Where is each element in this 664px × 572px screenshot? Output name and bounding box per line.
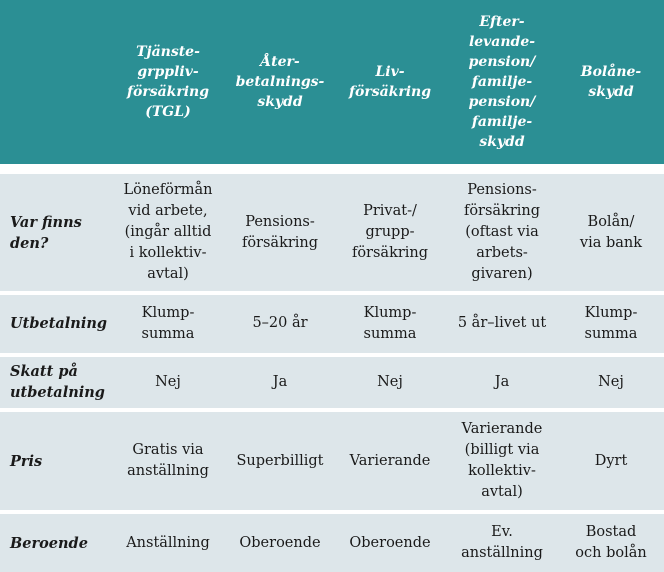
row-label-line: den? (10, 234, 49, 252)
cell-line: Anställning (126, 534, 210, 551)
cell-line: Varierande (461, 421, 543, 438)
table-cell (558, 353, 664, 408)
header-line: familje- (471, 114, 533, 130)
cell-line: Privat-/ (363, 203, 417, 220)
header-line: Efter- (479, 14, 525, 30)
row-skatt-pa-utbetalning (0, 353, 664, 408)
cell-line: Ja (494, 373, 510, 390)
table-cell (558, 408, 664, 511)
cell-line: Dyrt (594, 452, 628, 469)
cell-line: försäkring (241, 234, 319, 251)
cell-line: Superbilligt (236, 452, 324, 469)
cell-line: Bostad (585, 524, 637, 541)
row-label (0, 353, 110, 408)
row-label-line: Skatt på (10, 363, 78, 381)
header-line: familje- (471, 74, 533, 90)
cell-line: och bolån (575, 545, 647, 562)
header-line: pension/ (468, 94, 536, 110)
cell-line: Bolån/ (587, 213, 635, 230)
row-label-line: Beroende (10, 534, 88, 552)
row-label-line: Utbetalning (10, 315, 108, 333)
header-line: Bolåne- (580, 64, 642, 80)
header-tgl (110, 0, 226, 164)
table-cell (558, 291, 664, 353)
cell-line: Klump- (584, 304, 638, 321)
cell-line: 5 år–livet ut (457, 315, 547, 332)
row-label-line: Pris (10, 452, 43, 470)
row-pris (0, 408, 664, 511)
cell-line: Nej (598, 373, 624, 390)
cell-line: försäkring (351, 245, 429, 262)
header-line: skydd (588, 84, 634, 100)
header-livforsakring (334, 0, 446, 164)
cell-line: Oberoende (349, 534, 431, 551)
table-cell (446, 164, 558, 291)
header-row (0, 0, 664, 164)
table-cell (226, 291, 334, 353)
table-cell (110, 510, 226, 572)
row-label (0, 164, 110, 291)
row-label (0, 291, 110, 353)
row-label (0, 510, 110, 572)
header-bolaneskydd (558, 0, 664, 164)
table-cell (110, 353, 226, 408)
row-label (0, 408, 110, 511)
cell-line: försäkring (463, 203, 541, 220)
table-cell (334, 353, 446, 408)
cell-line: i kollektiv- (129, 245, 207, 262)
cell-line: grupp- (365, 224, 415, 241)
table-cell (110, 291, 226, 353)
cell-line: Pensions- (467, 182, 537, 199)
table-cell (334, 291, 446, 353)
table-cell (446, 408, 558, 511)
row-utbetalning (0, 291, 664, 353)
header-aterbetalningsskydd (226, 0, 334, 164)
cell-line: Klump- (141, 304, 195, 321)
table-cell (558, 164, 664, 291)
cell-line: anställning (461, 545, 543, 562)
row-label-line: utbetalning (10, 384, 105, 402)
cell-line: summa (363, 325, 417, 342)
header-line: försäkring (348, 84, 432, 100)
cell-line: Pensions- (245, 213, 315, 230)
header-line: Liv- (375, 64, 405, 80)
header-line: pension/ (468, 54, 536, 70)
cell-line: Ja (272, 373, 288, 390)
header-corner (0, 0, 110, 164)
cell-line: Löneförmån (123, 182, 213, 199)
table-cell (558, 510, 664, 572)
table-header (0, 0, 664, 164)
table-cell (226, 353, 334, 408)
cell-line: (oftast via (465, 224, 539, 241)
header-line: Åter- (260, 54, 300, 70)
table-cell (446, 353, 558, 408)
cell-line: avtal) (147, 266, 189, 283)
header-line: försäkring (126, 84, 210, 100)
cell-line: givaren) (471, 266, 533, 283)
table-cell (334, 408, 446, 511)
row-beroende (0, 510, 664, 572)
cell-line: Ev. (491, 524, 513, 541)
cell-line: (ingår alltid (124, 224, 212, 241)
table-cell (226, 510, 334, 572)
table-cell (226, 408, 334, 511)
table-cell (226, 164, 334, 291)
table-cell (334, 510, 446, 572)
cell-line: anställning (127, 463, 209, 480)
header-efterlevandepension (446, 0, 558, 164)
table-body (0, 164, 664, 572)
cell-line: (billigt via (464, 442, 540, 459)
cell-line: summa (141, 325, 195, 342)
header-line: betalnings- (235, 74, 325, 90)
table-cell (446, 291, 558, 353)
header-line: skydd (257, 94, 303, 110)
row-var-finns-den (0, 164, 664, 291)
cell-line: via bank (579, 234, 643, 251)
cell-line: Nej (377, 373, 403, 390)
cell-line: Varierande (349, 452, 431, 469)
cell-line: Klump- (363, 304, 417, 321)
table-cell (334, 164, 446, 291)
table-cell (110, 164, 226, 291)
header-line: levande- (468, 34, 536, 50)
cell-line: summa (584, 325, 638, 342)
table-cell (446, 510, 558, 572)
cell-line: vid arbete, (128, 203, 208, 220)
header-line: Tjänste- (136, 44, 200, 60)
cell-line: 5–20 år (252, 315, 308, 332)
header-line: skydd (479, 134, 525, 150)
row-label-line: Var finns (10, 213, 82, 231)
header-line: grppliv- (137, 64, 199, 80)
cell-line: Nej (155, 373, 181, 390)
cell-line: Oberoende (239, 534, 321, 551)
table-cell (110, 408, 226, 511)
cell-line: Gratis via (132, 442, 204, 459)
cell-line: avtal) (481, 484, 523, 501)
cell-line: kollektiv- (468, 463, 536, 480)
header-line: (TGL) (145, 104, 191, 120)
cell-line: arbets- (476, 245, 528, 262)
